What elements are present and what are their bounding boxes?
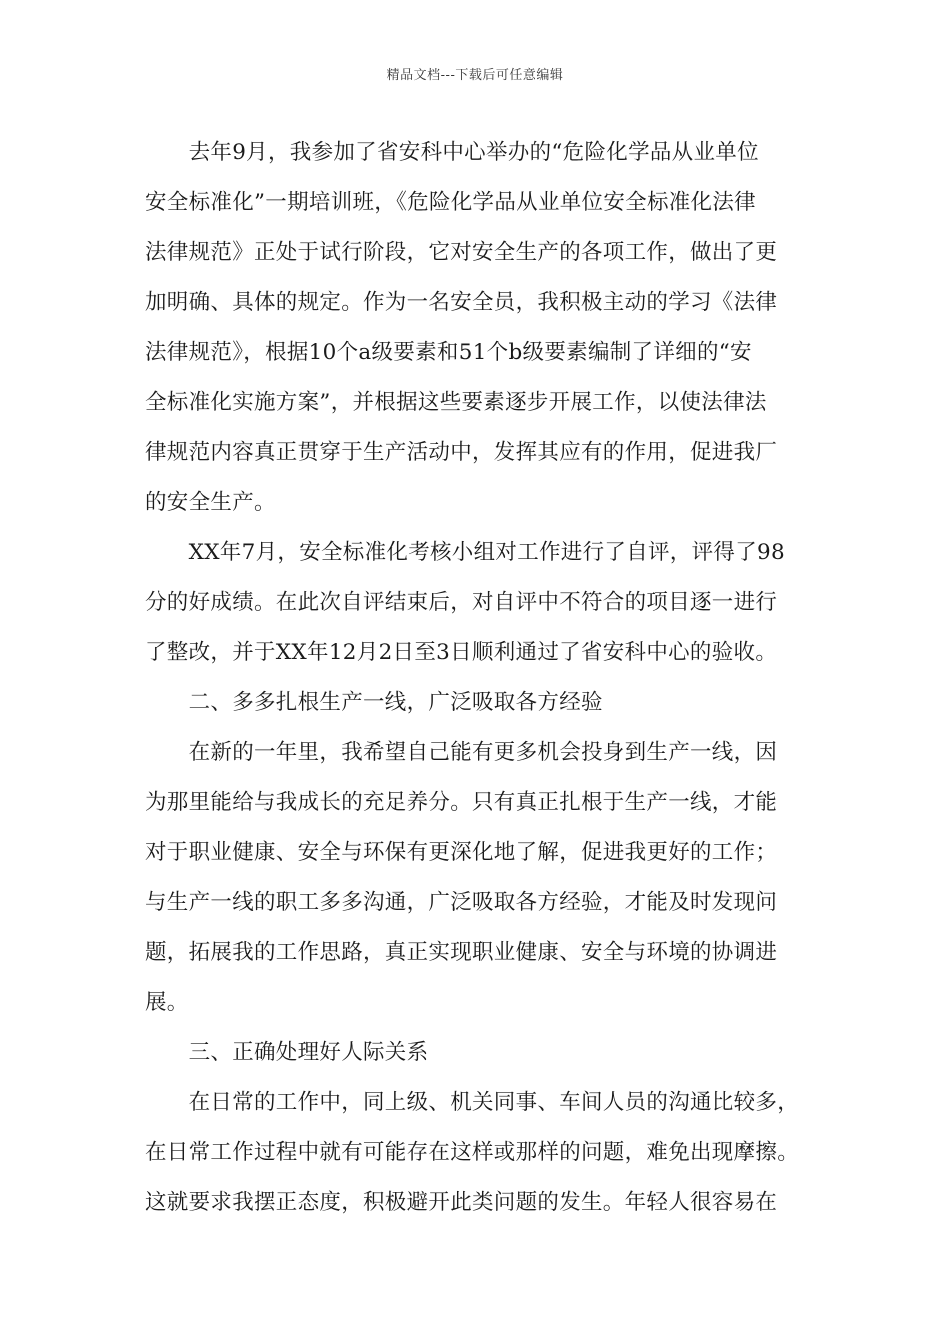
body-line: 法律规范》正处于试行阶段，它对安全生产的各项工作，做出了更 bbox=[145, 240, 778, 265]
body-line: 在日常工作过程中就有可能存在这样或那样的问题，难免出现摩擦。 bbox=[145, 1140, 800, 1165]
body-line: 安全标准化”一期培训班，《危险化学品从业单位安全标准化法律 bbox=[145, 190, 756, 215]
body-line: 在新的一年里，我希望自己能有更多机会投身到生产一线，因 bbox=[145, 740, 778, 765]
body-line: 的安全生产。 bbox=[145, 490, 276, 515]
body-line: 全标准化实施方案”，并根据这些要素逐步开展工作，以使法律法 bbox=[145, 390, 767, 415]
body-line: 律规范内容真正贯穿于生产活动中，发挥其应有的作用，促进我厂 bbox=[145, 440, 778, 465]
page-header: 精品文档---下载后可任意编辑 bbox=[386, 68, 564, 83]
body-line: 展。 bbox=[145, 990, 189, 1015]
section-heading: 三、正确处理好人际关系 bbox=[145, 1040, 429, 1065]
body-line: XX年7月，安全标准化考核小组对工作进行了自评，评得了98 bbox=[145, 540, 785, 565]
body-line: 了整改，并于XX年12月2日至3日顺利通过了省安科中心的验收。 bbox=[145, 640, 778, 665]
document-body bbox=[145, 128, 811, 1228]
body-line: 对于职业健康、安全与环保有更深化地了解，促进我更好的工作； bbox=[145, 840, 778, 865]
section-heading: 二、多多扎根生产一线，广泛吸取各方经验 bbox=[145, 690, 603, 715]
body-line: 加明确、具体的规定。作为一名安全员，我积极主动的学习《法律 bbox=[145, 290, 778, 315]
body-line: 题，拓展我的工作思路，真正实现职业健康、安全与环境的协调进 bbox=[145, 940, 778, 965]
body-line: 分的好成绩。在此次自评结束后，对自评中不符合的项目逐一进行 bbox=[145, 590, 778, 615]
body-line: 为那里能给与我成长的充足养分。只有真正扎根于生产一线，才能 bbox=[145, 790, 778, 815]
body-line: 这就要求我摆正态度，积极避开此类问题的发生。年轻人很容易在 bbox=[145, 1190, 778, 1215]
body-line: 法律规范》，根据10个a级要素和51个b级要素编制了详细的“安 bbox=[145, 340, 752, 365]
body-line: 在日常的工作中，同上级、机关同事、车间人员的沟通比较多， bbox=[145, 1090, 800, 1115]
body-line: 与生产一线的职工多多沟通，广泛吸取各方经验，才能及时发现问 bbox=[145, 890, 778, 915]
body-line: 去年9月，我参加了省安科中心举办的“危险化学品从业单位 bbox=[145, 140, 759, 165]
